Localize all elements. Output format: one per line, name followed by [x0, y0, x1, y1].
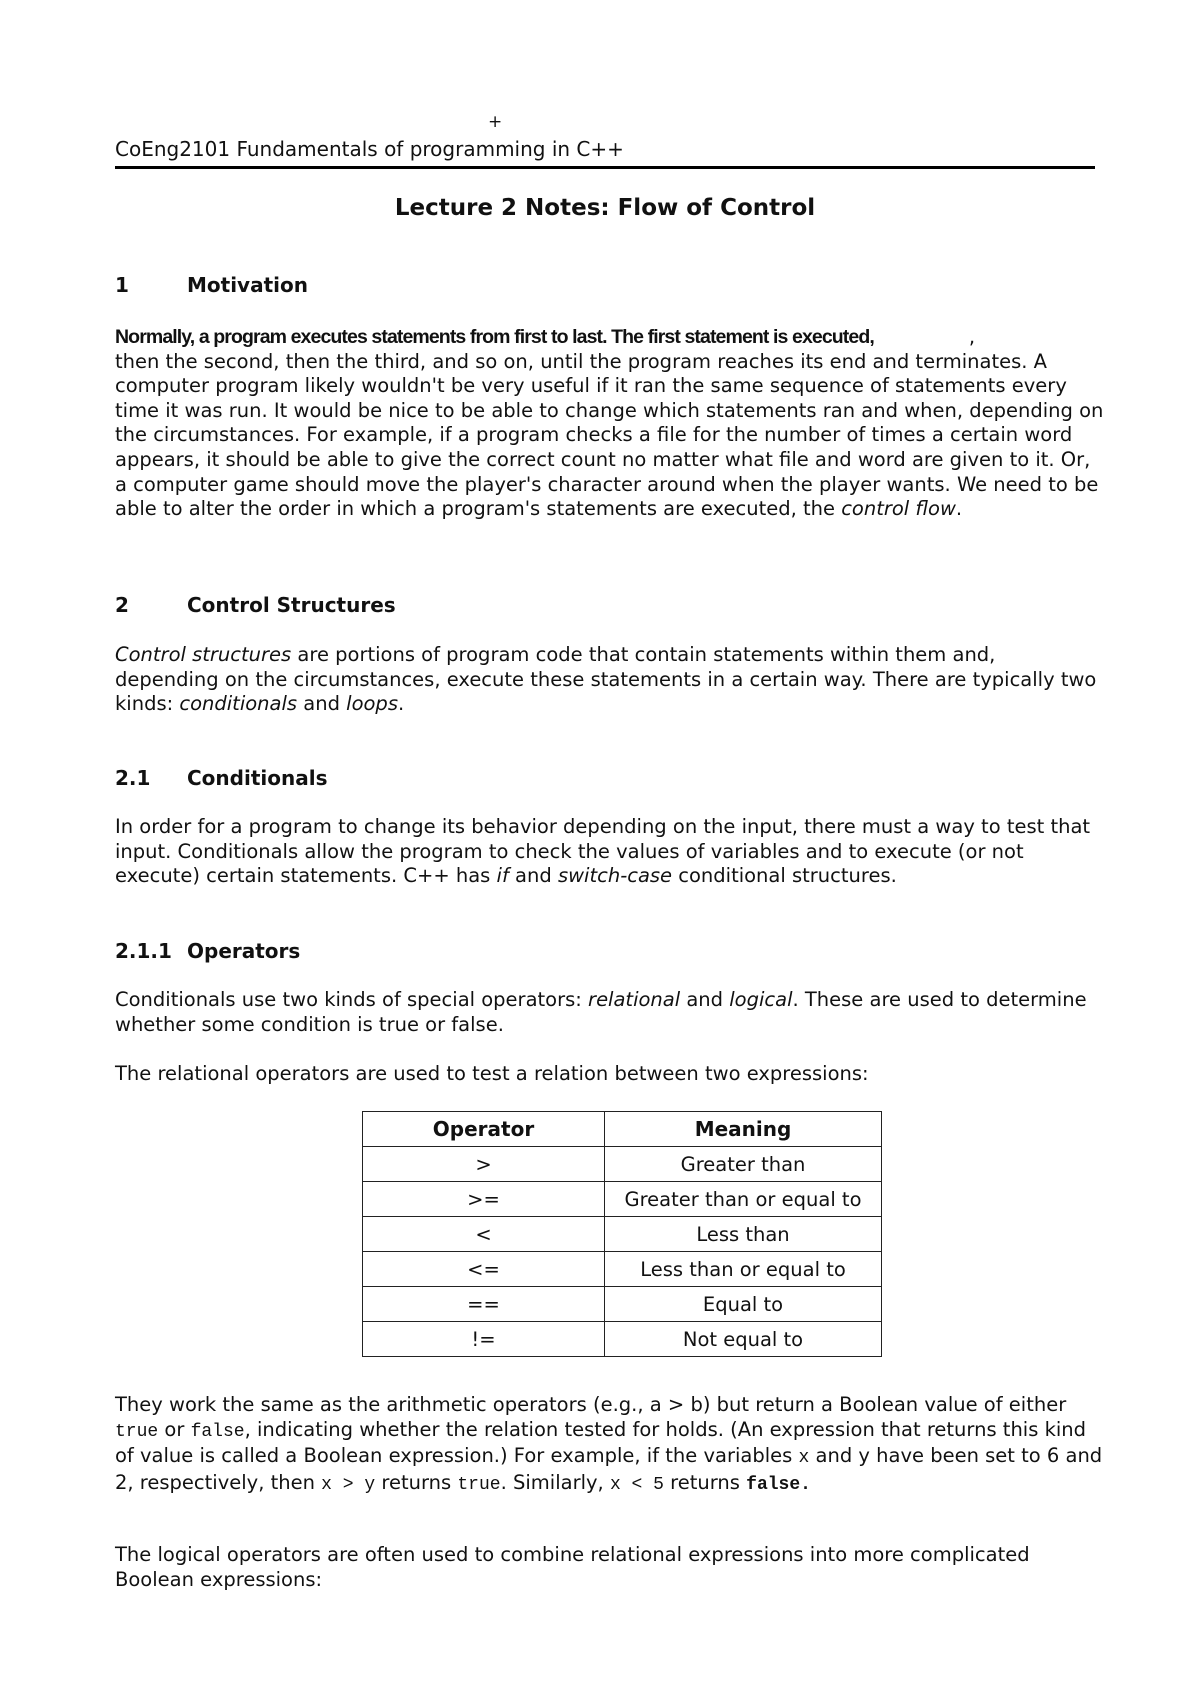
- operators-paragraph-4: The logical operators are often used to combine relational expressions into more complicated Boolean expressions:: [115, 1543, 1030, 1591]
- table-header-row: [363, 1112, 882, 1147]
- header-mark: +: [488, 112, 503, 132]
- section-heading-control-structures: [115, 593, 396, 617]
- ops-p1-c: . These are used to determine whether some condition is true or false.: [115, 988, 1087, 1036]
- operators-paragraph-1: [115, 988, 1105, 1037]
- operator-cell: !=: [363, 1322, 605, 1357]
- em-conditionals: conditionals: [179, 692, 298, 716]
- cond-text1: In order for a program to change its behavior depending on the input, there must a way to test that input. Conditionals allow the program to check the values of variables and to execute (or not execute) certain statements. C++ has: [115, 815, 1091, 888]
- ops-p3-c: , indicating whether the relation tested for holds. (An expression that returns this kind of value is called a Boolean expression.) For example, if the variables: [115, 1417, 1087, 1468]
- operator-cell: <=: [363, 1252, 605, 1287]
- code-false: false: [190, 1421, 245, 1442]
- em-control-structures: Control structures: [115, 643, 292, 666]
- cond-text2: and: [508, 864, 558, 888]
- header-rule: [115, 166, 1095, 169]
- ops-p1-b: and: [680, 988, 730, 1011]
- table-row: [363, 1182, 882, 1217]
- table-header-cell: Operator: [363, 1112, 605, 1147]
- section-number: 2.1.1: [115, 939, 172, 963]
- code-x: x: [798, 1448, 810, 1469]
- section-number: 2.1: [115, 766, 151, 790]
- meaning-cell: Less than or equal to: [605, 1252, 882, 1287]
- em-switch-case: switch-case: [557, 864, 673, 888]
- motivation-body: then the second, then the third, and so on, until the program reaches its end and terminates. A computer program likely wouldn't be very useful if it ran the same sequence of statements every time it was run. It would be nice to be able to change which statements ran and when, depending on the circumstances. For example, if a program checks a file for the number of times a certain word appears, it should be able to give the correct count no matter what file and word are given to it. Or, a computer game should move the player's character around when the player wants. We need to be able to alter the order in which a program's statements are executed, the: [115, 349, 1104, 521]
- course-header: CoEng2101 Fundamentals of programming in C++: [115, 137, 624, 161]
- ops-p3-d: and y have been set to 6 and 2, respectively, then: [115, 1444, 1103, 1494]
- cs-text2: and: [297, 692, 347, 716]
- motivation-em: control flow: [841, 497, 956, 521]
- section-heading-conditionals: [115, 766, 327, 790]
- code-true-2: true: [457, 1474, 501, 1495]
- em-relational: relational: [588, 988, 681, 1011]
- operator-cell: <: [363, 1217, 605, 1252]
- section-label: Operators: [187, 939, 301, 963]
- ops-p1-a: Conditionals use two kinds of special operators:: [115, 988, 589, 1011]
- cs-text1: are portions of program code that contain statements within them and, depending on the circumstances, execute these statements in a certain way. There are typically two kinds:: [115, 643, 1097, 716]
- operator-cell: ==: [363, 1287, 605, 1322]
- meaning-cell: Greater than: [605, 1147, 882, 1182]
- code-x-lt-5: x < 5: [609, 1474, 664, 1495]
- motivation-paragraph: [115, 325, 1105, 522]
- conditionals-paragraph: [115, 815, 1105, 889]
- ops-p3-f: . Similarly,: [500, 1470, 610, 1494]
- code-true: true: [115, 1421, 159, 1442]
- meaning-cell: Less than: [605, 1217, 882, 1252]
- motivation-lead-tail: ,: [968, 325, 976, 348]
- section-number: 1: [115, 273, 129, 297]
- operators-paragraph-3: [115, 1393, 1105, 1497]
- section-number: 2: [115, 593, 129, 617]
- table-row: [363, 1252, 882, 1287]
- motivation-end: .: [955, 497, 963, 521]
- em-logical: logical: [729, 988, 793, 1011]
- code-false-2: false.: [746, 1474, 811, 1495]
- section-label: Control Structures: [187, 593, 396, 617]
- control-structures-paragraph: [115, 643, 1105, 717]
- table-row: [363, 1322, 882, 1357]
- operators-paragraph-2: The relational operators are used to test a relation between two expressions:: [115, 1062, 869, 1085]
- ops-p3-b: or: [158, 1417, 191, 1441]
- section-heading-motivation: [115, 273, 308, 297]
- cond-text3: conditional structures.: [672, 864, 897, 888]
- meaning-cell: Not equal to: [605, 1322, 882, 1357]
- table-row: [363, 1217, 882, 1252]
- section-label: Motivation: [187, 273, 308, 297]
- ops-p3-a: They work the same as the arithmetic operators (e.g., a > b) but return a Boolean value of either: [115, 1393, 1067, 1416]
- table-header-cell: Meaning: [605, 1112, 882, 1147]
- em-loops: loops: [346, 692, 398, 716]
- code-x-gt-y: x > y: [321, 1474, 376, 1495]
- ops-p3-e: returns: [375, 1470, 458, 1494]
- section-heading-operators: [115, 939, 300, 963]
- operator-cell: >=: [363, 1182, 605, 1217]
- operator-cell: >: [363, 1147, 605, 1182]
- page-title: Lecture 2 Notes: Flow of Control: [394, 195, 816, 221]
- em-if: if: [496, 864, 509, 888]
- section-label: Conditionals: [187, 766, 328, 790]
- table-row: [363, 1287, 882, 1322]
- relational-operators-table: [362, 1111, 882, 1357]
- meaning-cell: Greater than or equal to: [605, 1182, 882, 1217]
- cs-text3: .: [397, 692, 405, 716]
- meaning-cell: Equal to: [605, 1287, 882, 1322]
- motivation-lead: Normally, a program executes statements from first to last. The first statement is executed,: [115, 326, 874, 348]
- ops-p3-g: returns: [663, 1470, 747, 1494]
- table-row: [363, 1147, 882, 1182]
